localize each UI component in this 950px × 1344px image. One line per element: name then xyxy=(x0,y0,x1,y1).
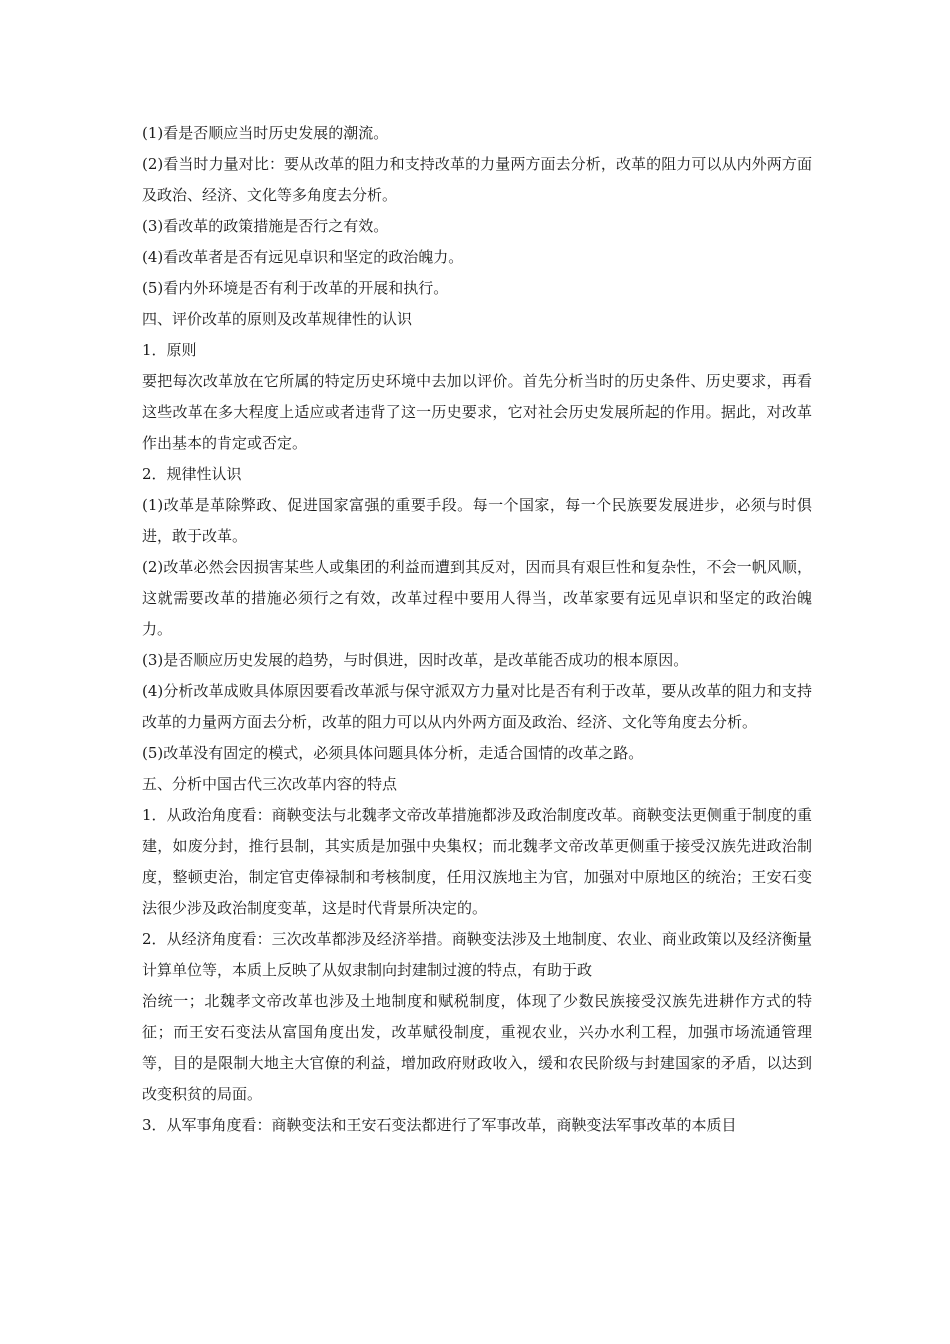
paragraph-criterion-4: (4)看改革者是否有远见卓识和坚定的政治魄力。 xyxy=(142,248,464,266)
paragraph-criterion-5: (5)看内外环境是否有利于改革的开展和执行。 xyxy=(142,279,449,297)
paragraph-military-angle: 3．从军事角度看：商鞅变法和王安石变法都进行了军事改革，商鞅变法军事改革的本质目 xyxy=(142,1116,737,1134)
subheading-principle: 1．原则 xyxy=(142,341,197,359)
subheading-regularity: 2．规律性认识 xyxy=(142,465,242,483)
paragraph-economic-angle-continued: 治统一；北魏孝文帝改革也涉及土地制度和赋税制度，体现了少数民族接受汉族先进耕作方式的特征；而王安石变法从富国角度出发，改革赋役制度，重视农业，兴办水利工程，加强市场流通管理等，目的是限制大地主大官僚的利益，增加政府财政收入，缓和农民阶级与封建国家的矛盾，以达到改变积贫的局面。 xyxy=(142,992,812,1103)
section-heading-five: 五、分析中国古代三次改革内容的特点 xyxy=(142,775,398,793)
paragraph-principle: 要把每次改革放在它所属的特定历史环境中去加以评价。首先分析当时的历史条件、历史要求，再看这些改革在多大程度上适应或者违背了这一历史要求，它对社会历史发展所起的作用。据此，对改革作出基本的肯定或否定。 xyxy=(142,372,812,452)
section-heading-four: 四、评价改革的原则及改革规律性的认识 xyxy=(142,310,413,328)
paragraph-regularity-3: (3)是否顺应历史发展的趋势，与时俱进，因时改革，是改革能否成功的根本原因。 xyxy=(142,651,689,669)
paragraph-criterion-3: (3)看改革的政策措施是否行之有效。 xyxy=(142,217,389,235)
paragraph-regularity-2: (2)改革必然会因损害某些人或集团的利益而遭到其反对，因而具有艰巨性和复杂性，不会一帆风顺，这就需要改革的措施必须行之有效，改革过程中要用人得当，改革家要有远见卓识和坚定的政治魄力。 xyxy=(142,558,812,638)
paragraph-regularity-1: (1)改革是革除弊政、促进国家富强的重要手段。每一个国家，每一个民族要发展进步，必须与时俱进，敢于改革。 xyxy=(142,496,812,545)
paragraph-regularity-5: (5)改革没有固定的模式，必须具体问题具体分析，走适合国情的改革之路。 xyxy=(142,744,644,762)
paragraph-political-angle: 1．从政治角度看：商鞅变法与北魏孝文帝改革措施都涉及政治制度改革。商鞅变法更侧重于制度的重建，如废分封，推行县制，其实质是加强中央集权；而北魏孝文帝改革更侧重于接受汉族先进政治制度，整顿吏治，制定官吏俸禄制和考核制度，任用汉族地主为官，加强对中原地区的统治；王安石变法很少涉及政治制度变革，这是时代背景所决定的。 xyxy=(142,806,812,917)
paragraph-criterion-1: (1)看是否顺应当时历史发展的潮流。 xyxy=(142,124,389,142)
document-page xyxy=(142,118,812,1141)
paragraph-regularity-4: (4)分析改革成败具体原因要看改革派与保守派双方力量对比是否有利于改革，要从改革的阻力和支持改革的力量两方面去分析，改革的阻力可以从内外两方面及政治、经济、文化等角度去分析。 xyxy=(142,682,812,731)
paragraph-criterion-2: (2)看当时力量对比：要从改革的阻力和支持改革的力量两方面去分析，改革的阻力可以从内外两方面及政治、经济、文化等多角度去分析。 xyxy=(142,155,812,204)
paragraph-economic-angle: 2．从经济角度看：三次改革都涉及经济举措。商鞅变法涉及土地制度、农业、商业政策以及经济衡量计算单位等，本质上反映了从奴隶制向封建制过渡的特点，有助于政 xyxy=(142,930,812,979)
